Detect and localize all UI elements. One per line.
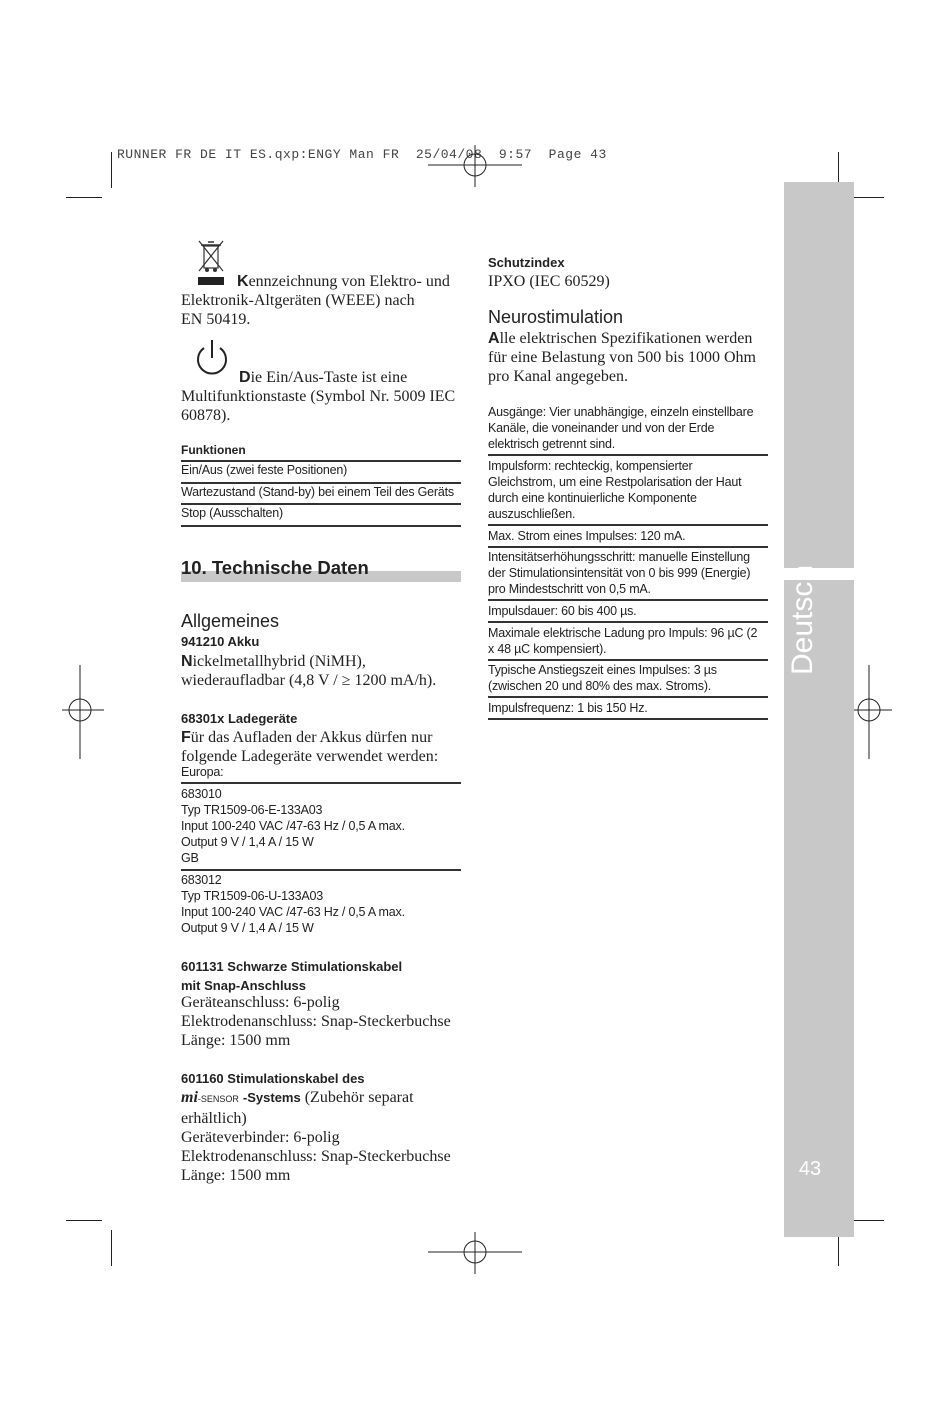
schutzindex-title: Schutzindex: [488, 255, 565, 270]
rule: [181, 782, 461, 784]
spec-item: Intensitätserhöhungsschritt: manuelle Einstellung der Stimulationsintensität von 0 bis 999 (Energie) pro Mindestschritt von 0,5 mA.: [488, 550, 751, 596]
charger-683012: 683012 Typ TR1509-06-U-133A03 Input 100-240 VAC /47-63 Hz / 0,5 A max. Output 9 V / 1,4 A / 15 W: [181, 873, 405, 935]
rule: [181, 460, 461, 462]
europa-label: Europa:: [181, 765, 224, 779]
section-heading: 10. Technische Daten: [181, 557, 369, 578]
cable-601131-specs: Geräteanschluss: 6-polig Elektrodenanschluss: Snap-Steckerbuchse Länge: 1500 mm: [181, 994, 451, 1049]
weee-paragraph: Kennzeichnung von Elektro- und Elektronik-Altgeräten (WEEE) nach EN 50419.: [181, 273, 450, 328]
rule: [488, 621, 768, 623]
rule: [181, 869, 461, 871]
funktionen-row: Stop (Ausschalten): [181, 506, 284, 520]
spec-item: Impulsdauer: 60 bis 400 µs.: [488, 604, 637, 618]
registration-mark-right: [850, 665, 892, 759]
rule: [488, 718, 768, 720]
rule: [488, 546, 768, 548]
rule: [488, 599, 768, 601]
rule: [488, 696, 768, 698]
mi-sensor-logo: mi: [181, 1089, 198, 1106]
spec-item: Typische Anstiegszeit eines Impulses: 3 µs (zwischen 20 und 80% des max. Stroms).: [488, 663, 717, 693]
charger-title: 68301x Ladegeräte: [181, 711, 298, 726]
registration-mark-top: [428, 145, 522, 187]
spec-item: Impulsfrequenz: 1 bis 150 Hz.: [488, 701, 648, 715]
language-side-tab: [784, 182, 854, 1237]
funktionen-title: Funktionen: [181, 443, 246, 457]
spec-item: Maximale elektrische Ladung pro Impuls: 96 µC (2 x 48 µC kompensiert).: [488, 626, 758, 656]
rule: [181, 503, 461, 505]
charger-683010: 683010 Typ TR1509-06-E-133A03 Input 100-240 VAC /47-63 Hz / 0,5 A max. Output 9 V / 1,4 A / 15 W GB: [181, 787, 405, 865]
cable-601160-specs: mi-SENSOR -Systems (Zubehör separat erhältlich) Geräteverbinder: 6-polig Elektrodenanschluss: Snap-Steckerbuchse Länge: 1500 mm: [181, 1089, 451, 1184]
rule: [181, 525, 461, 527]
registration-mark-left: [62, 665, 104, 759]
language-label: Deutsch: [786, 564, 819, 675]
spec-item: Impulsform: rechteckig, kompensierter Gleichstrom, um eine Restpolarisation der Haut durch eine kontinuierliche Komponente auszuschließen.: [488, 459, 742, 521]
cable-601160-title: 601160 Stimulationskabel des: [181, 1071, 365, 1086]
power-paragraph: Die Ein/Aus-Taste ist eine Multifunktionstaste (Symbol Nr. 5009 IEC 60878).: [181, 369, 456, 424]
neurostimulation-heading: Neurostimulation: [488, 307, 624, 327]
spec-item: Ausgänge: Vier unabhängige, einzeln einstellbare Kanäle, die voneinander und von der Erde elektrisch getrennt sind.: [488, 405, 754, 451]
rule: [488, 454, 768, 456]
schutzindex-value: IPXO (IEC 60529): [488, 273, 610, 290]
cable-601131-title: 601131 Schwarze Stimulationskabel mit Snap-Anschluss: [181, 959, 403, 993]
page-number: 43: [798, 1158, 822, 1180]
funktionen-row: Wartezustand (Stand-by) bei einem Teil des Geräts: [181, 485, 454, 499]
allgemeines-heading: Allgemeines: [181, 611, 280, 631]
registration-mark-bottom: [428, 1232, 522, 1274]
funktionen-row: Ein/Aus (zwei feste Positionen): [181, 463, 348, 477]
rule: [488, 524, 768, 526]
neurostimulation-paragraph: Alle elektrischen Spezifikationen werden für eine Belastung von 500 bis 1000 Ohm pro Kanal angegeben.: [488, 330, 756, 385]
spec-item: Max. Strom eines Impulses: 120 mA.: [488, 529, 686, 543]
akku-paragraph: Nickelmetallhybrid (NiMH), wiederaufladbar (4,8 V / ≥ 1200 mA/h).: [181, 653, 437, 689]
slug-line: RUNNER FR DE IT ES.qxp:ENGY Man FR 25/04/08 9:57 Page 43: [117, 147, 607, 162]
rule: [181, 482, 461, 484]
rule: [488, 659, 768, 661]
akku-title: 941210 Akku: [181, 634, 260, 649]
charger-paragraph: Für das Aufladen der Akkus dürfen nur folgende Ladegeräte verwendet werden:: [181, 729, 439, 765]
